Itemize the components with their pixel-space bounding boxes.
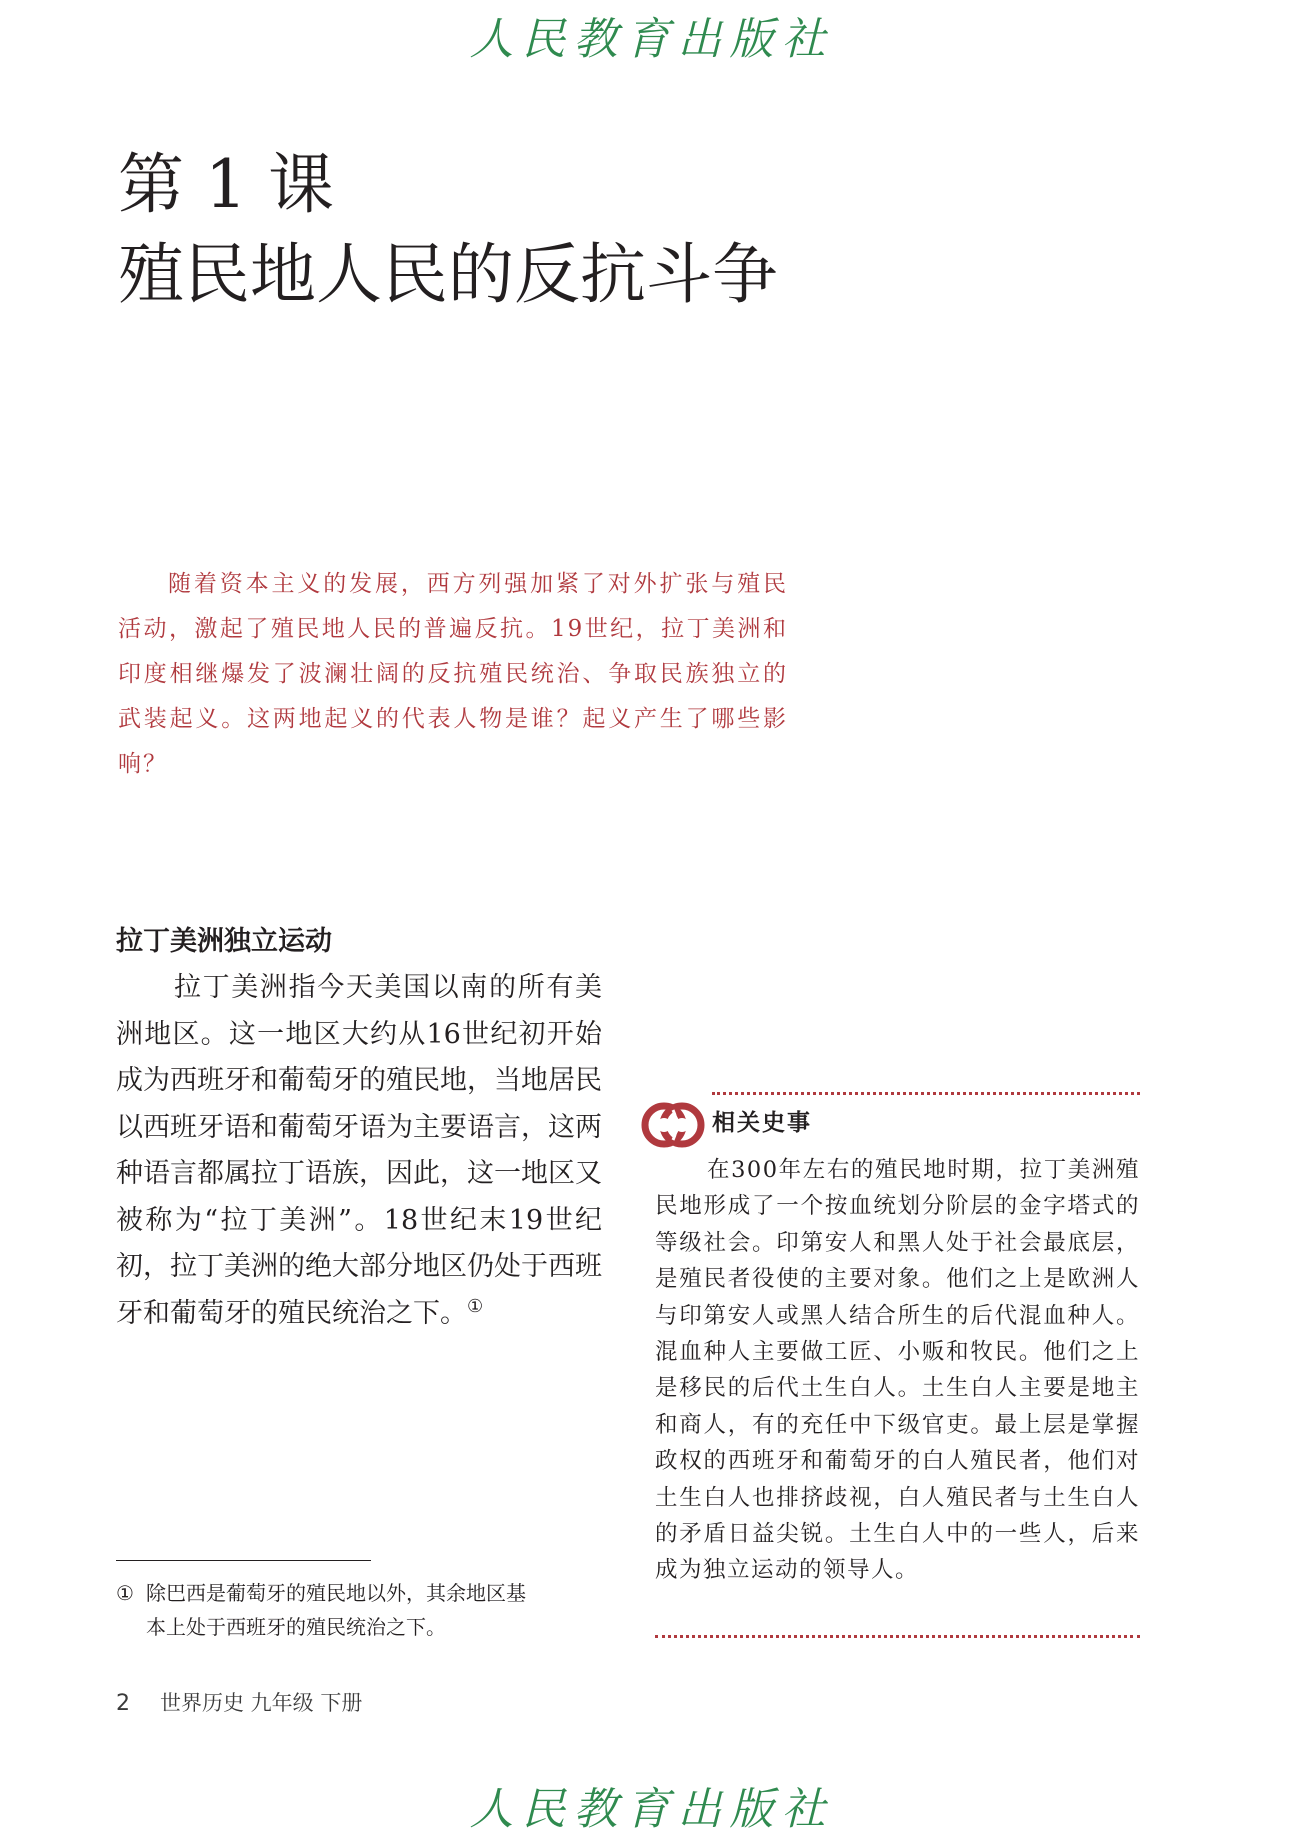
- sidebar-title: 相关史事: [712, 1110, 812, 1136]
- lesson-number: 第 1 课: [118, 146, 334, 223]
- sidebar-text: 在300年左右的殖民地时期，拉丁美洲殖民地形成了一个按血统划分阶层的金字塔式的等级社会。印第安人和黑人处于社会最底层，是殖民者役使的主要对象。他们之上是欧洲人与印第安人或黑人结合所生的后代混血种人。混血种人主要做工匠、小贩和牧民。他们之上是移民的后代土生白人。土生白人主要是地主和商人，有的充任中下级官吏。最上层是掌握政权的西班牙和葡萄牙的白人殖民者，他们对土生白人也排挤歧视，白人殖民者与土生白人的矛盾日益尖锐。土生白人中的一些人，后来成为独立运动的领导人。: [655, 1157, 1140, 1584]
- page-number: 2: [116, 1691, 130, 1716]
- section-heading: 拉丁美洲独立运动: [116, 926, 332, 957]
- book-title: 世界历史 九年级 下册: [160, 1691, 363, 1715]
- footnote: [116, 1576, 608, 1644]
- sidebar-bottom-divider: [655, 1635, 1140, 1638]
- section-body-text: 拉丁美洲指今天美国以南的所有美洲地区。这一地区大约从16世纪初开始成为西班牙和葡萄牙的殖民地，当地居民以西班牙语和葡萄牙语为主要语言，这两种语言都属拉丁语族，因此，这一地区又被称为“拉丁美洲”。18世纪末19世纪初，拉丁美洲的绝大部分地区仍处于西班牙和葡萄牙的殖民统治之下。: [116, 972, 602, 1329]
- lesson-title-block: [118, 140, 778, 320]
- lesson-intro: 随着资本主义的发展，西方列强加紧了对外扩张与殖民活动，激起了殖民地人民的普遍反抗。19世纪，拉丁美洲和印度相继爆发了波澜壮阔的反抗殖民统治、争取民族独立的武装起义。这两地起义的代表人物是谁？起义产生了哪些影响？: [118, 571, 788, 777]
- related-history-swirl-icon: [640, 1092, 706, 1158]
- sidebar-top-divider: [712, 1092, 1140, 1095]
- lesson-title: 殖民地人民的反抗斗争: [118, 236, 778, 313]
- publisher-logo-bottom: 人民教育出版社: [469, 1784, 834, 1835]
- footnote-reference: ①: [467, 1295, 484, 1317]
- publisher-logo-top: 人民教育出版社: [469, 14, 834, 65]
- footnote-mark: ①: [116, 1581, 134, 1605]
- footnote-line-2: 本上处于西班牙的殖民统治之下。: [146, 1615, 446, 1639]
- footnote-line-1: 除巴西是葡萄牙的殖民地以外，其余地区基: [146, 1581, 526, 1605]
- page-footer: [116, 1688, 362, 1719]
- section-body: [116, 965, 602, 1337]
- footnote-divider: [116, 1560, 371, 1561]
